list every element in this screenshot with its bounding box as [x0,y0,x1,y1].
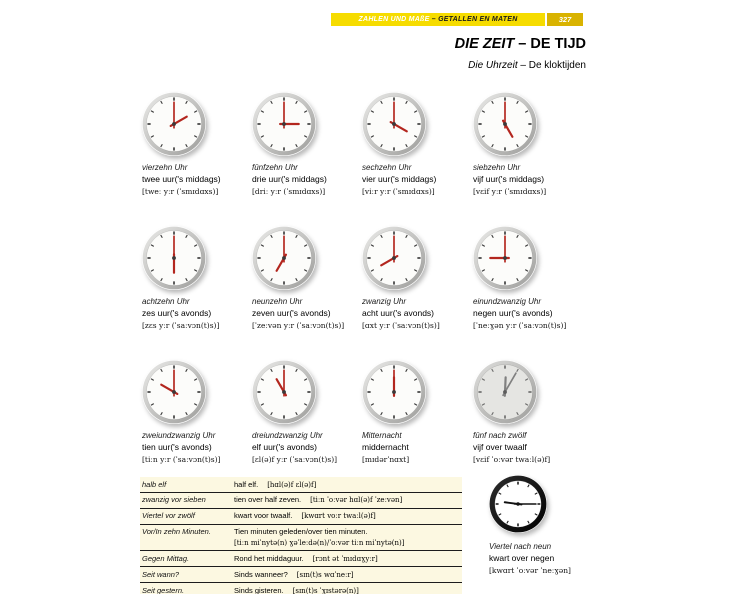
clock-label-ipa: [vɛif ˈoːvər twaːl(ə)f] [473,454,551,464]
clock-grid [142,86,595,488]
clock-face [252,226,316,290]
clock-label-german: fünfzehn Uhr [252,163,298,172]
phrase-ipa: [tiːn ˈoːvər hɑl(ə)f ˈzeːvən] [310,496,403,505]
clock-label-dutch: twee uur('s middags) [142,173,221,184]
clock-cell [473,86,595,220]
clock-cell [252,220,362,354]
chapter-header-bar [331,13,545,26]
clock-cell [473,220,595,354]
clock-face [142,360,206,424]
clock-face [142,226,206,290]
clock-cell [362,86,473,220]
page-title-separator: – [514,36,531,52]
phrase-german: Seit gestern. [142,585,185,594]
clock-label-dutch: negen uur('s avonds) [473,307,553,318]
clock-label-german: vierzehn Uhr [142,163,188,172]
clock-cell [362,220,473,354]
clock-cell [142,354,252,488]
clock-face [362,92,426,156]
phrase-row [140,525,462,552]
clock-face [362,226,426,290]
clock-label-german: achtzehn Uhr [142,297,190,306]
clock-label-dutch: vijf over twaalf [473,441,527,452]
page-subtitle-german: Die Uhrzeit [468,60,518,71]
phrase-dutch: Sinds wanneer? [234,569,288,579]
clock-label-dutch: zes uur('s avonds) [142,307,212,318]
phrase-german: Viertel vor zwölf [142,511,195,521]
clock-label-german: zwanzig Uhr [362,297,407,306]
phrase-german: halb elf [142,479,167,489]
clock-label-ipa: [ˈneːɣən yːr (ˈsaːvɔn(t)s)] [473,320,567,330]
phrase-dutch-cell [234,511,460,521]
clock-face [252,360,316,424]
clock-label-dutch: middernacht [362,441,409,452]
featured-clock-label-ipa: [kwɑrt ˈoːvər ˈneːɣən] [489,565,571,575]
phrase-dutch: tien over half zeven. [234,495,302,505]
phrase-german: Gegen Mittag. [142,553,190,563]
clock-face [473,92,537,156]
clock-label-ipa: [ˈzeːvən yːr (ˈsaːvɔn(t)s)] [252,320,345,330]
clock-label-german: sechzehn Uhr [362,163,412,172]
phrase-dutch: Sinds gisteren. [234,585,284,594]
phrase-ipa: [kwɑrt voːr twaːl(ə)f] [301,512,376,521]
phrase-dutch: kwart voor twaalf. [234,511,293,521]
featured-clock-face [489,475,547,533]
clock-label-dutch: tien uur('s avonds) [142,441,212,452]
clock-face [142,92,206,156]
clock-label-ipa: [vɛif yːr (ˈsmɪdɑxs)] [473,186,547,196]
clock-label-german: neunzehn Uhr [252,297,303,306]
clock-cell [252,354,362,488]
page-subtitle-separator: – [517,60,529,71]
phrase-dutch-cell [234,570,460,580]
clock-label-ipa: [ɑxt yːr (ˈsaːvɔn(t)s)] [362,320,440,330]
clock-cell [142,86,252,220]
phrase-ipa: [tiːn miˈnytə(n) ɣəˈleːdə(n)/ˈoːvər tiːn miˈnytə(n)] [234,538,405,547]
clock-label-dutch: vijf uur('s middags) [473,173,545,184]
page-title-german: DIE ZEIT [454,36,515,52]
clock-label-dutch: vier uur('s middags) [362,173,437,184]
phrase-german: Seit wann? [142,569,180,579]
clock-label-german: Mitternacht [362,431,402,440]
phrase-row [140,477,462,493]
phrase-ipa: [rɔnt ət ˈmɪdɑɣyːr] [312,554,378,563]
chapter-title-german: ZAHLEN UND MAßE [358,16,430,23]
phrase-ipa: [hɑl(ə)f ɛl(ə)f] [267,480,317,489]
phrase-row [140,551,462,567]
clock-label-german: dreiundzwanzig Uhr [252,431,323,440]
page-number: 327 [547,13,583,26]
clock-label-ipa: [driː yːr (ˈsmɪdɑxs)] [252,186,326,196]
clock-face [252,92,316,156]
phrase-row [140,493,462,509]
featured-clock-label-dutch: kwart over negen [489,552,555,563]
clock-label-ipa: [ɛl(ə)f yːr (ˈsaːvɔn(t)s)] [252,454,338,464]
phrase-ipa: [sɪn(t)s ˈɣɪstərə(n)] [292,586,359,594]
phrase-row [140,509,462,525]
clock-label-german: fünf nach zwölf [473,431,527,440]
phrase-dutch: Rond het middaguur. [234,553,304,563]
phrase-table [140,477,462,594]
phrase-german: zwanzig vor sieben [142,495,206,505]
phrase-dutch-cell [234,495,460,505]
clock-label-dutch: drie uur('s middags) [252,173,327,184]
clock-label-dutch: zeven uur('s avonds) [252,307,331,318]
clock-label-ipa: [tweː yːr (ˈsmɪdɑxs)] [142,186,219,196]
phrase-dutch-cell [234,586,460,594]
phrase-ipa: [sɪn(t)s wɑˈneːr] [296,570,354,579]
clock-label-ipa: [viːr yːr (ˈsmɪdɑxs)] [362,186,435,196]
clock-label-dutch: acht uur('s avonds) [362,307,435,318]
clock-face [473,226,537,290]
phrase-dutch-cell [234,554,460,564]
chapter-title-dutch: GETALLEN EN MATEN [438,16,518,23]
page-subtitle [468,60,586,71]
clock-face [362,360,426,424]
phrase-dutch: half elf. [234,479,259,489]
page-title-dutch: DE TIJD [530,36,586,52]
clock-label-ipa: [zɛs yːr (ˈsaːvɔn(t)s)] [142,320,220,330]
clock-label-ipa: [tiːn yːr (ˈsaːvɔn(t)s)] [142,454,221,464]
chapter-title-separator: – [429,16,439,23]
clock-label-ipa: [mɪdərˈnɑxt] [362,454,410,464]
clock-label-german: siebzehn Uhr [473,163,521,172]
clock-label-german: zweiundzwanzig Uhr [142,431,216,440]
phrase-dutch-cell [234,527,460,548]
page-subtitle-dutch: De kloktijden [528,60,586,71]
phrase-dutch: Tien minuten geleden/over tien minuten. [234,527,368,537]
page-title [455,36,586,52]
phrase-dutch-cell [234,480,460,490]
phrase-row [140,583,462,594]
clock-label-german: einundzwanzig Uhr [473,297,542,306]
featured-clock-block [489,475,601,576]
clock-cell [252,86,362,220]
clock-cell [142,220,252,354]
phrase-german: Vor/In zehn Minuten. [142,527,211,537]
phrase-row [140,567,462,583]
clock-cell [362,354,473,488]
featured-clock-label-german: Viertel nach neun [489,542,552,551]
clock-face [473,360,537,424]
clock-cell [473,354,595,488]
clock-label-dutch: elf uur('s avonds) [252,441,317,452]
